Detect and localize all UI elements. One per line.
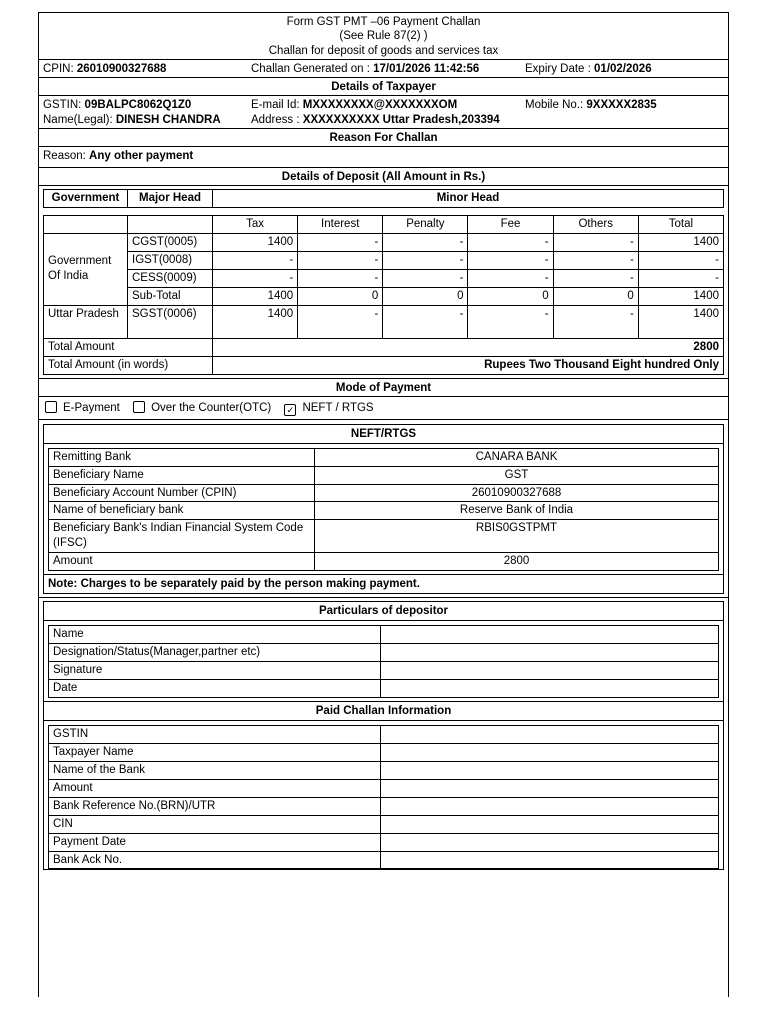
paid-cin-label: CIN: [49, 815, 381, 833]
neft-label-cell: Beneficiary Account Number (CPIN): [49, 484, 315, 502]
neft-label-cell: Amount: [49, 553, 315, 571]
cell-interest: -: [298, 269, 383, 287]
generated-field: [251, 63, 525, 75]
major-head: SGST(0006): [128, 305, 213, 338]
paid-date-field[interactable]: [381, 833, 719, 851]
generated-label: Challan Generated on :: [251, 63, 370, 76]
neft-label: NEFT / RTGS: [302, 401, 374, 414]
payment-section-title: Mode of Payment: [39, 379, 728, 397]
major-head: Sub-Total: [128, 287, 213, 305]
table-row: [49, 520, 719, 553]
gstin-label: GSTIN:: [43, 99, 82, 112]
deposit-head-table: [43, 189, 724, 208]
depositor-name-label: Name: [49, 626, 381, 644]
paid-ack-field[interactable]: [381, 851, 719, 869]
head-minor: Minor Head: [213, 190, 724, 208]
email-label: E-mail Id:: [251, 99, 300, 112]
col-fee: Fee: [468, 216, 553, 234]
cell-penalty: -: [383, 305, 468, 338]
table-row: [49, 797, 719, 815]
major-head: CGST(0005): [128, 234, 213, 252]
cell-penalty: -: [383, 234, 468, 252]
table-row: [44, 234, 724, 252]
neft-table: [48, 448, 719, 572]
expiry-label: Expiry Date :: [525, 63, 591, 76]
cell-total: -: [638, 251, 723, 269]
otc-checkbox[interactable]: [133, 401, 145, 413]
cell-total: 1400: [638, 234, 723, 252]
depositor-date-field[interactable]: [381, 680, 719, 698]
charges-note: Note: Charges to be separately paid by the person making payment.: [44, 574, 723, 593]
cell-fee: -: [468, 251, 553, 269]
total-amount-row: [44, 338, 724, 356]
depositor-name-field[interactable]: [381, 626, 719, 644]
cell-fee: -: [468, 305, 553, 338]
cell-tax: -: [213, 251, 298, 269]
major-head: IGST(0008): [128, 251, 213, 269]
email-value: MXXXXXXXX@XXXXXXXOM: [302, 99, 458, 112]
table-row: [49, 553, 719, 571]
neft-rtgs-title: NEFT/RTGS: [44, 425, 723, 444]
otc-label: Over the Counter(OTC): [151, 401, 272, 414]
cell-tax: 1400: [213, 287, 298, 305]
cell-others: -: [553, 234, 638, 252]
amount-words-value: Rupees Two Thousand Eight hundred Only: [213, 356, 724, 374]
email-field: [251, 99, 525, 111]
neft-label-cell: Beneficiary Bank's Indian Financial System Code (IFSC): [49, 520, 315, 553]
neft-value-cell: GST: [315, 466, 719, 484]
cell-total: 1400: [638, 305, 723, 338]
cell-fee: 0: [468, 287, 553, 305]
amount-words-row: [44, 356, 724, 374]
challan-info-row: [39, 60, 728, 78]
paid-bank-name-label: Name of the Bank: [49, 761, 381, 779]
address-label: Address :: [251, 114, 300, 127]
reason-value: Any other payment: [89, 150, 194, 163]
neft-label-cell: Beneficiary Name: [49, 466, 315, 484]
deposit-table: [43, 215, 724, 375]
cell-others: -: [553, 305, 638, 338]
taxpayer-section-title: Details of Taxpayer: [39, 78, 728, 96]
cell-others: -: [553, 269, 638, 287]
table-row: [44, 305, 724, 338]
neft-label-cell: Name of beneficiary bank: [49, 502, 315, 520]
deposit-col-header-row: [44, 216, 724, 234]
expiry-value: 01/02/2026: [594, 63, 652, 76]
address-value: XXXXXXXXXX Uttar Pradesh,203394: [302, 114, 500, 127]
paid-cin-field[interactable]: [381, 815, 719, 833]
address-field: [251, 114, 525, 126]
form-title: Form GST PMT –06 Payment Challan: [286, 16, 481, 28]
paid-challan-title: Paid Challan Information: [44, 701, 723, 721]
table-row: [49, 626, 719, 644]
total-amount-label: Total Amount: [44, 338, 213, 356]
e-payment-label: E-Payment: [63, 401, 120, 414]
paid-bank-name-field[interactable]: [381, 761, 719, 779]
paid-gstin-label: GSTIN: [49, 725, 381, 743]
total-amount-value: 2800: [213, 338, 724, 356]
neft-label-cell: Remitting Bank: [49, 448, 315, 466]
paid-brn-label: Bank Reference No.(BRN)/UTR: [49, 797, 381, 815]
neft-value-cell: Reserve Bank of India: [315, 502, 719, 520]
cpin-value: 26010900327688: [76, 63, 167, 76]
cell-total: -: [638, 269, 723, 287]
paid-amount-label: Amount: [49, 779, 381, 797]
neft-rtgs-box: [43, 424, 724, 595]
paid-ack-label: Bank Ack No.: [49, 851, 381, 869]
neft-value-cell: 2800: [315, 553, 719, 571]
table-row: [49, 484, 719, 502]
col-penalty: Penalty: [383, 216, 468, 234]
neft-value-cell: 26010900327688: [315, 484, 719, 502]
head-major: Major Head: [128, 190, 213, 208]
form-subtitle: Challan for deposit of goods and services tax: [268, 44, 499, 57]
state-cell: Uttar Pradesh: [44, 305, 128, 338]
depositor-date-label: Date: [49, 680, 381, 698]
reason-section-title: Reason For Challan: [39, 129, 728, 147]
cell-others: -: [553, 251, 638, 269]
major-head: CESS(0009): [128, 269, 213, 287]
paid-taxpayer-name-field[interactable]: [381, 743, 719, 761]
form-rule: (See Rule 87(2) ): [339, 30, 428, 43]
cell-others: 0: [553, 287, 638, 305]
table-row: [49, 833, 719, 851]
paid-gstin-field[interactable]: [381, 725, 719, 743]
cell-interest: -: [298, 234, 383, 252]
neft-value-cell: RBIS0GSTPMT: [315, 520, 719, 553]
deposit-section-title: Details of Deposit (All Amount in Rs.): [281, 171, 486, 184]
cell-penalty: 0: [383, 287, 468, 305]
table-row: [49, 851, 719, 869]
head-government: Government: [44, 190, 128, 208]
depositor-signature-field[interactable]: [381, 662, 719, 680]
cpin-label: CPIN:: [43, 63, 74, 76]
paid-taxpayer-name-label: Taxpayer Name: [49, 743, 381, 761]
mobile-field: [525, 99, 724, 111]
cell-tax: -: [213, 269, 298, 287]
cpin-field: [43, 63, 251, 75]
neft-checkbox[interactable]: ✓: [284, 404, 296, 416]
depositor-designation-field[interactable]: [381, 644, 719, 662]
taxpayer-details: [39, 96, 728, 129]
legal-name-value: DINESH CHANDRA: [115, 114, 221, 127]
gov-india-cell: Government Of India: [44, 234, 128, 306]
payment-mode-options: [39, 397, 728, 420]
cell-penalty: -: [383, 251, 468, 269]
col-interest: Interest: [298, 216, 383, 234]
cell-penalty: -: [383, 269, 468, 287]
neft-value-cell: CANARA BANK: [315, 448, 719, 466]
table-row: [49, 761, 719, 779]
depositor-designation-label: Designation/Status(Manager,partner etc): [49, 644, 381, 662]
amount-words-label: Total Amount (in words): [44, 356, 213, 374]
reason-label: Reason:: [43, 150, 86, 163]
paid-date-label: Payment Date: [49, 833, 381, 851]
table-row: [49, 466, 719, 484]
depositor-title: Particulars of depositor: [44, 602, 723, 621]
table-row: [49, 662, 719, 680]
table-row: [44, 269, 724, 287]
challan-form: [38, 12, 729, 997]
table-row: [49, 815, 719, 833]
cell-interest: 0: [298, 287, 383, 305]
depositor-table: [48, 625, 719, 698]
paid-brn-field[interactable]: [381, 797, 719, 815]
table-row: [49, 743, 719, 761]
col-others: Others: [553, 216, 638, 234]
reason-row: [39, 147, 728, 168]
table-row: [49, 644, 719, 662]
cell-fee: -: [468, 269, 553, 287]
depositor-box: [43, 601, 724, 870]
col-tax: Tax: [213, 216, 298, 234]
gstin-value: 09BALPC8062Q1Z0: [84, 99, 192, 112]
col-total: Total: [638, 216, 723, 234]
legal-name-label: Name(Legal):: [43, 114, 113, 127]
mobile-label: Mobile No.:: [525, 99, 584, 112]
table-row: [49, 502, 719, 520]
form-header: [39, 13, 728, 60]
cell-tax: 1400: [213, 305, 298, 338]
paid-amount-field[interactable]: [381, 779, 719, 797]
cell-tax: 1400: [213, 234, 298, 252]
gstin-field: [43, 99, 251, 111]
cell-interest: -: [298, 305, 383, 338]
table-row: [49, 448, 719, 466]
generated-value: 17/01/2026 11:42:56: [373, 63, 480, 76]
cell-interest: -: [298, 251, 383, 269]
paid-challan-table: [48, 725, 719, 870]
legal-name-field: [43, 114, 251, 126]
cell-total: 1400: [638, 287, 723, 305]
e-payment-checkbox[interactable]: [45, 401, 57, 413]
table-row: [44, 251, 724, 269]
table-row: [49, 680, 719, 698]
depositor-signature-label: Signature: [49, 662, 381, 680]
cell-fee: -: [468, 234, 553, 252]
table-row: [49, 725, 719, 743]
mobile-value: 9XXXXX2835: [586, 99, 657, 112]
table-row: [44, 287, 724, 305]
deposit-section: [39, 185, 728, 379]
table-row: [49, 779, 719, 797]
expiry-field: [525, 63, 652, 75]
